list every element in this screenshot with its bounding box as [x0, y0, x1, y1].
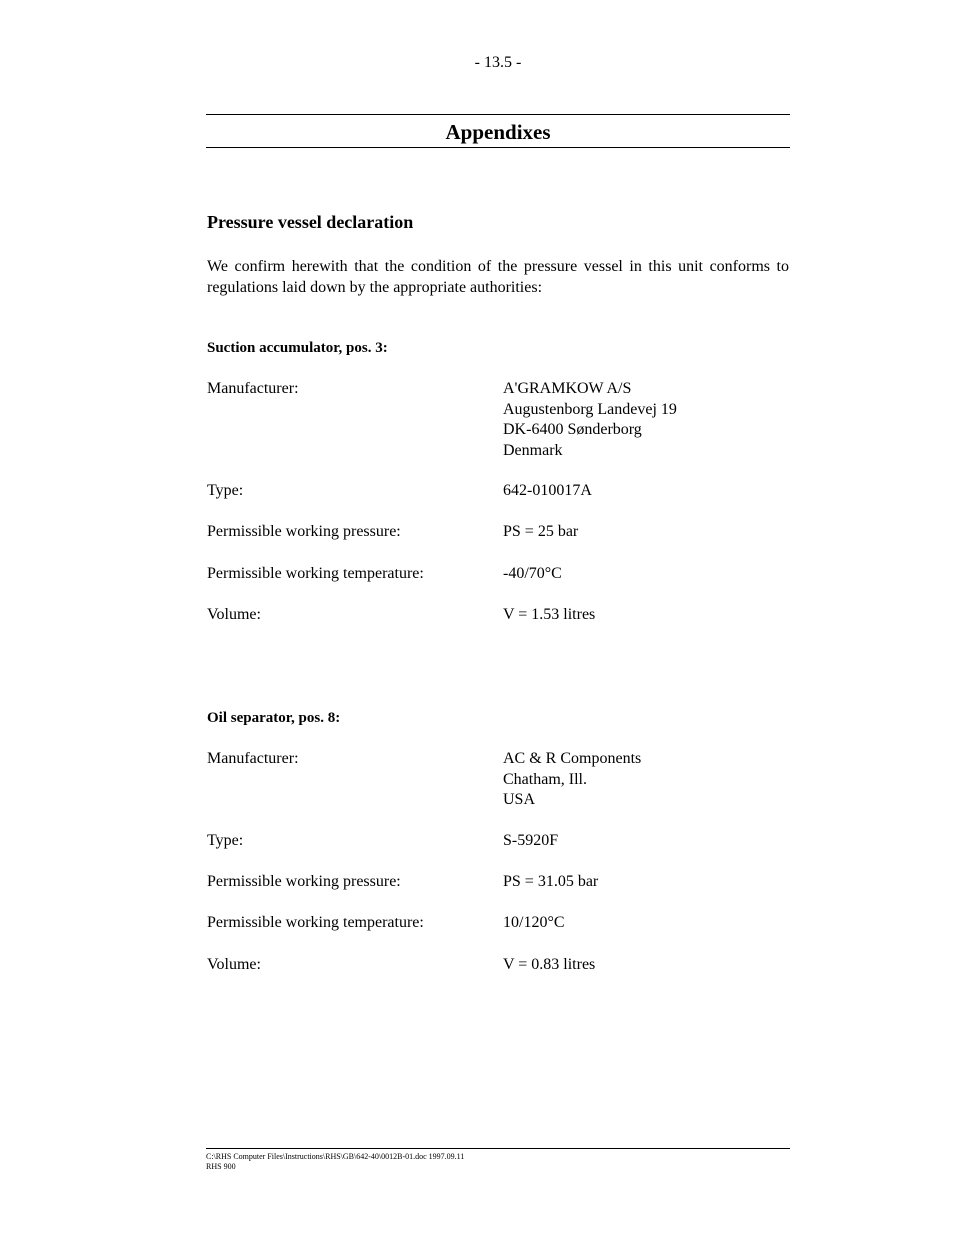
manufacturer-line: Denmark: [503, 441, 563, 459]
type-label: Type:: [207, 832, 244, 849]
vessel-2-heading: Oil separator, pos. 8:: [207, 710, 341, 726]
volume-label: Volume:: [207, 606, 261, 623]
temperature-value: -40/70°C: [503, 565, 562, 582]
footer-file-path: C:\RHS Computer Files\Instructions\RHS\GB\642-40\0012B-01.doc 1997.09.11: [206, 1152, 465, 1161]
volume-value: V = 0.83 litres: [503, 956, 596, 973]
type-value: 642-010017A: [503, 482, 592, 499]
temperature-label: Permissible working temperature:: [207, 565, 424, 582]
temperature-label: Permissible working temperature:: [207, 914, 424, 931]
manufacturer-label: Manufacturer:: [207, 380, 299, 397]
temperature-value: 10/120°C: [503, 914, 565, 931]
intro-paragraph: We confirm herewith that the condition of the pressure vessel in this unit conforms to regulations laid down by the appropriate authorities:: [207, 258, 789, 296]
manufacturer-line: Augustenborg Landevej 19: [503, 400, 677, 418]
page-footer: [206, 1148, 790, 1172]
manufacturer-line: A'GRAMKOW A/S: [503, 380, 632, 397]
type-value: S-5920F: [503, 832, 559, 849]
volume-label: Volume:: [207, 956, 261, 973]
pressure-label: Permissible working pressure:: [207, 873, 401, 890]
title-band: [206, 114, 790, 148]
volume-value: V = 1.53 litres: [503, 606, 596, 623]
manufacturer-label: Manufacturer:: [207, 750, 299, 767]
manufacturer-line: Chatham, Ill.: [503, 770, 587, 788]
manufacturer-line: USA: [503, 791, 536, 808]
section-heading: Pressure vessel declaration: [207, 212, 414, 232]
pressure-label: Permissible working pressure:: [207, 523, 401, 540]
vessel-1-heading: Suction accumulator, pos. 3:: [207, 340, 388, 356]
footer-model: RHS 900: [206, 1162, 236, 1171]
manufacturer-line: DK-6400 Sønderborg: [503, 421, 642, 438]
manufacturer-address: [503, 749, 641, 811]
page-title: Appendixes: [445, 120, 551, 144]
pressure-value: PS = 25 bar: [503, 523, 579, 540]
manufacturer-line: AC & R Components: [503, 750, 642, 767]
page-number: - 13.5 -: [474, 54, 522, 71]
type-label: Type:: [207, 482, 244, 499]
pressure-value: PS = 31.05 bar: [503, 873, 599, 890]
manufacturer-address: [503, 379, 677, 461]
